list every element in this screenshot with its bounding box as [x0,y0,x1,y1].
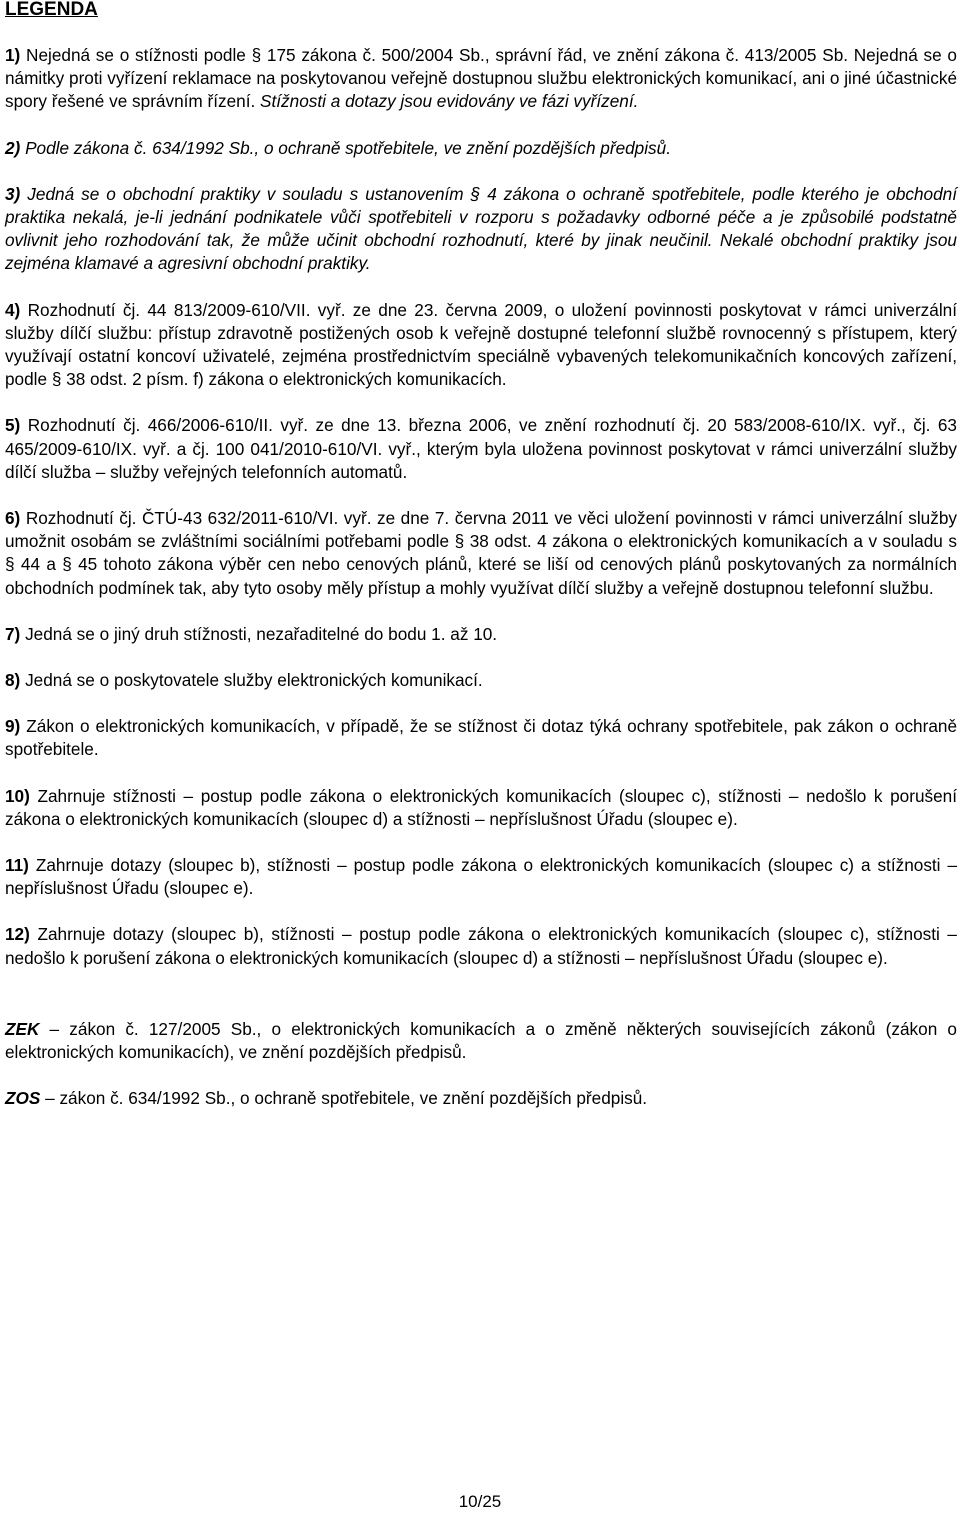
abbreviation-term: ZEK [5,1018,40,1039]
note-number: 11) [5,855,29,876]
note-8 [5,669,957,692]
page-heading: LEGENDA [5,0,98,20]
note-1 [5,44,957,114]
page-number: 10/25 [458,1492,502,1511]
abbreviation-zek [5,1018,957,1064]
note-text: Jedná se o poskytovatele služby elektronických komunikací. [20,670,483,691]
note-2 [5,137,957,160]
note-number: 2) [5,137,21,158]
note-number: 10) [5,785,30,806]
note-number: 3) [5,183,21,204]
note-number: 6) [5,508,21,529]
note-text: Rozhodnutí čj. 466/2006-610/II. vyř. ze dne 13. března 2006, ve znění rozhodnutí čj. 20 583/2008-610/IX. vyř., čj. 63 465/2009-610/IX. vyř. a čj. 100 041/2010-610/VI. vyř., kterým byla uložena povinnost poskytovat v rámci univerzální služby dílčí služba – služby veřejných telefonních automatů. [5,415,957,482]
abbreviation-term: ZOS [5,1088,41,1109]
note-text: Zahrnuje dotazy (sloupec b), stížnosti – postup podle zákona o elektronických komunikacích (sloupec c) a stížnosti – nepříslušnost Úřadu (sloupec e). [5,855,957,899]
abbreviation-text: – zákon č. 634/1992 Sb., o ochraně spotřebitele, ve znění pozdějších předpisů. [40,1088,648,1109]
note-text: Nejedná se o stížnosti podle § 175 zákona č. 500/2004 Sb., správní řád, ve znění zákona č. 413/2005 Sb. Nejedná se o námitky proti vyřízení reklamace na poskytovanou veřejně dostupnou službu elektronických komunikací, ani o jiné účastnické spory řešené ve správním řízení. [5,45,957,112]
note-number: 7) [5,623,21,644]
note-3 [5,183,957,276]
note-number: 5) [5,415,21,436]
abbreviation-zos [5,1087,957,1110]
note-number: 1) [5,45,21,65]
note-text: Podle zákona č. 634/1992 Sb., o ochraně spotřebitele, ve znění pozdějších předpisů. [20,137,671,158]
note-11 [5,854,957,900]
note-4 [5,299,957,392]
note-text: Jedná se o jiný druh stížnosti, nezařaditelné do bodu 1. až 10. [20,623,498,644]
note-7 [5,623,957,646]
note-6 [5,507,957,600]
note-text: Rozhodnutí čj. ČTÚ-43 632/2011-610/VI. vyř. ze dne 7. června 2011 ve věci uložení povinnosti v rámci univerzální služby umožnit osobám se zvláštními sociálními potřebami podle § 38 odst. 4 zákona o elektronických komunikacích a v souladu s § 44 a § 45 tohoto zákona výběr cen nebo cenových plánů, které se liší od cenových plánů poskytovaných za normálních obchodních podmínek tak, aby tyto osoby měly přístup a mohly využívat dílčí služby a veřejně dostupnou telefonní službu. [5,508,957,598]
note-5 [5,414,957,484]
note-number: 12) [5,924,30,945]
note-number: 4) [5,299,21,320]
note-text: Zákon o elektronických komunikacích, v případě, že se stížnost či dotaz týká ochrany spotřebitele, pak zákon o ochraně spotřebitele. [5,716,957,760]
abbreviation-text: – zákon č. 127/2005 Sb., o elektronických komunikacích a o změně některých souvisejících zákonů (zákon o elektronických komunikacích), ve znění pozdějších předpisů. [5,1018,957,1063]
note-text: Zahrnuje dotazy (sloupec b), stížnosti – postup podle zákona o elektronických komunikacích (sloupec c), stížnosti – nedošlo k porušení zákona o elektronických komunikacích (sloupec d) a stížnosti – nepříslušnost Úřadu (sloupec e). [5,924,957,968]
note-number: 8) [5,670,21,691]
note-text: Rozhodnutí čj. 44 813/2009-610/VII. vyř. ze dne 23. června 2009, o uložení povinnosti poskytovat v rámci univerzální služby dílčí službu: přístup zdravotně postižených osob k veřejně dostupné telefonní službě rovnocenný s přístupem, který využívají ostatní koncoví uživatelé, zejména prostřednictvím speciálně vybavených telekomunikačních koncových zařízení, podle § 38 odst. 2 písm. f) zákona o elektronických komunikacích. [5,299,957,390]
note-text-italic: Stížnosti a dotazy jsou evidovány ve fázi vyřízení. [255,91,639,112]
note-number: 9) [5,716,21,737]
document-page [5,0,957,1134]
note-12 [5,923,957,969]
note-text: Jedná se o obchodní praktiky v souladu s ustanovením § 4 zákona o ochraně spotřebitele, podle kterého je obchodní praktika nekalá, je-li jednání podnikatele vůči spotřebiteli v rozporu s požadavky odborné péče a je způsobilé podstatně ovlivnit jeho rozhodování tak, že může učinit obchodní rozhodnutí, které by jinak neučinil. Nekalé obchodní praktiky jsou zejména klamavé a agresivní obchodní praktiky. [5,183,957,274]
note-9 [5,715,957,761]
note-10 [5,785,957,831]
note-text: Zahrnuje stížnosti – postup podle zákona o elektronických komunikacích (sloupec c), stížnosti – nedošlo k porušení zákona o elektronických komunikacích (sloupec d) a stížnosti – nepříslušnost Úřadu (sloupec e). [5,785,957,829]
